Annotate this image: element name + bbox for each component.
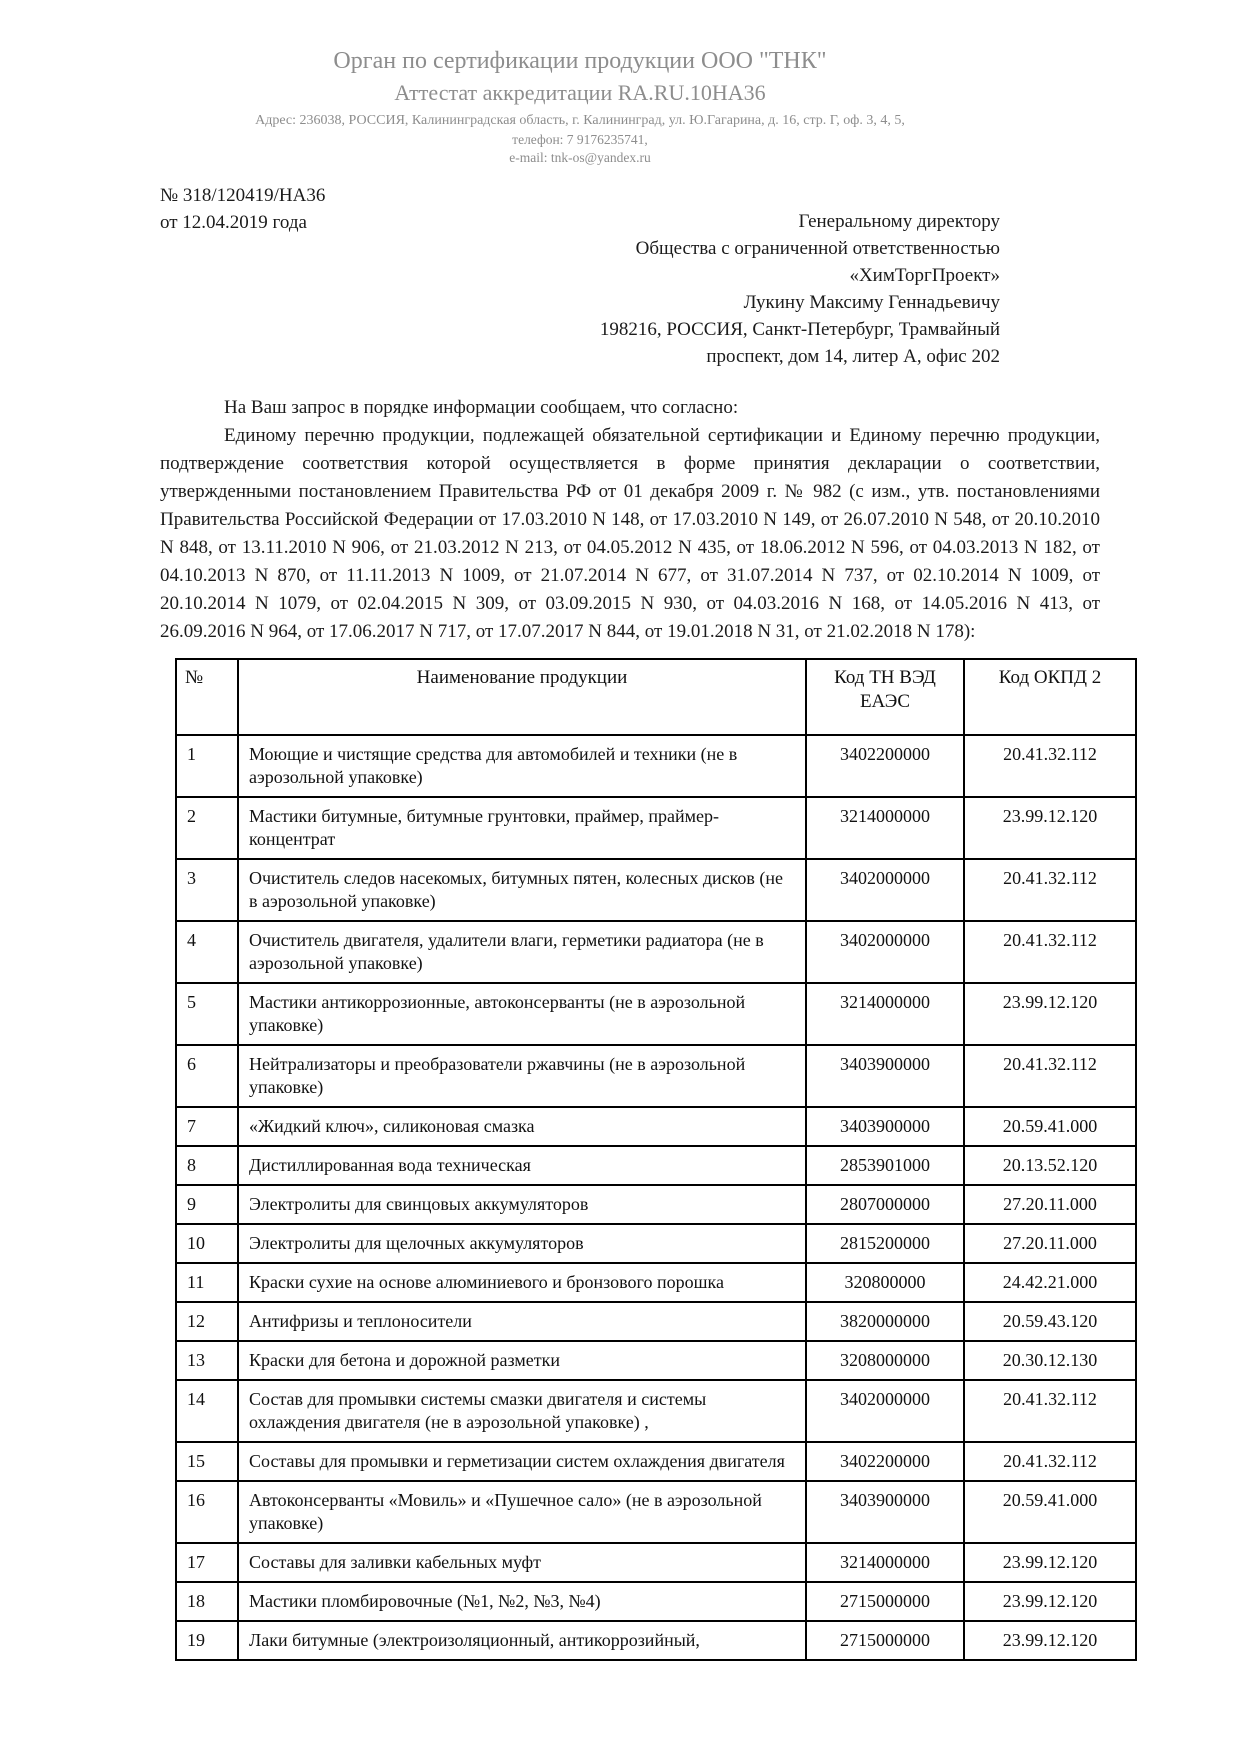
okpd-code-cell: 20.59.41.000 bbox=[964, 1107, 1136, 1146]
okpd-code-cell: 20.13.52.120 bbox=[964, 1146, 1136, 1185]
row-number-cell: 15 bbox=[176, 1442, 238, 1481]
okpd-code-cell: 20.41.32.112 bbox=[964, 1442, 1136, 1481]
row-number-cell: 14 bbox=[176, 1380, 238, 1442]
tnved-code-cell: 2715000000 bbox=[806, 1621, 964, 1660]
tnved-code-cell: 2853901000 bbox=[806, 1146, 964, 1185]
okpd-code-cell: 23.99.12.120 bbox=[964, 1621, 1136, 1660]
table-row bbox=[176, 1263, 1136, 1302]
okpd-code-cell: 27.20.11.000 bbox=[964, 1224, 1136, 1263]
table-row bbox=[176, 983, 1136, 1045]
row-number-cell: 12 bbox=[176, 1302, 238, 1341]
addressee-line: проспект, дом 14, литер А, офис 202 bbox=[706, 346, 1000, 367]
okpd-code-cell: 23.99.12.120 bbox=[964, 1543, 1136, 1582]
row-number-cell: 10 bbox=[176, 1224, 238, 1263]
table-row bbox=[176, 1224, 1136, 1263]
table-row bbox=[176, 1107, 1136, 1146]
table-header-row bbox=[176, 659, 1136, 735]
products-table bbox=[175, 658, 1137, 1661]
header-cell-number: № bbox=[176, 659, 238, 735]
table-row bbox=[176, 1582, 1136, 1621]
tnved-code-cell: 3820000000 bbox=[806, 1302, 964, 1341]
product-name-cell: Нейтрализаторы и преобразователи ржавчины (не в аэрозольной упаковке) bbox=[238, 1045, 806, 1107]
table-row bbox=[176, 797, 1136, 859]
org-name-line: Орган по сертификации продукции ООО "ТНК" bbox=[333, 48, 827, 74]
addressee-line: Общества с ограниченной ответственностью bbox=[635, 238, 1000, 259]
product-name-cell: Мастики битумные, битумные грунтовки, праймер, праймер-концентрат bbox=[238, 797, 806, 859]
body-paragraph-1: На Ваш запрос в порядке информации сообщаем, что согласно: bbox=[224, 397, 739, 418]
row-number-cell: 9 bbox=[176, 1185, 238, 1224]
product-name-cell: Очиститель двигателя, удалители влаги, герметики радиатора (не в аэрозольной упаковке) bbox=[238, 921, 806, 983]
product-name-cell: Электролиты для свинцовых аккумуляторов bbox=[238, 1185, 806, 1224]
letter-body bbox=[160, 394, 1100, 646]
tnved-code-cell: 2807000000 bbox=[806, 1185, 964, 1224]
letterhead bbox=[160, 46, 1000, 166]
product-name-cell: «Жидкий ключ», силиконовая смазка bbox=[238, 1107, 806, 1146]
okpd-code-cell: 20.41.32.112 bbox=[964, 735, 1136, 797]
product-name-cell: Автоконсерванты «Мовиль» и «Пушечное сало» (не в аэрозольной упаковке) bbox=[238, 1481, 806, 1543]
table-row bbox=[176, 859, 1136, 921]
product-name-cell: Мастики антикоррозионные, автоконсерванты (не в аэрозольной упаковке) bbox=[238, 983, 806, 1045]
table-row bbox=[176, 1481, 1136, 1543]
okpd-code-cell: 24.42.21.000 bbox=[964, 1263, 1136, 1302]
tnved-code-cell: 320800000 bbox=[806, 1263, 964, 1302]
addressee-line: Лукину Максиму Геннадьевичу bbox=[743, 292, 1000, 313]
okpd-code-cell: 20.59.43.120 bbox=[964, 1302, 1136, 1341]
tnved-code-cell: 3402200000 bbox=[806, 1442, 964, 1481]
row-number-cell: 7 bbox=[176, 1107, 238, 1146]
row-number-cell: 17 bbox=[176, 1543, 238, 1582]
okpd-code-cell: 23.99.12.120 bbox=[964, 797, 1136, 859]
product-name-cell: Антифризы и теплоносители bbox=[238, 1302, 806, 1341]
header-cell-product-name: Наименование продукции bbox=[238, 659, 806, 735]
table-row bbox=[176, 1185, 1136, 1224]
row-number-cell: 8 bbox=[176, 1146, 238, 1185]
row-number-cell: 11 bbox=[176, 1263, 238, 1302]
okpd-code-cell: 20.59.41.000 bbox=[964, 1481, 1136, 1543]
header-cell-tnved-code: Код ТН ВЭД ЕАЭС bbox=[806, 659, 964, 735]
tnved-code-cell: 3214000000 bbox=[806, 1543, 964, 1582]
addressee-line: 198216, РОССИЯ, Санкт-Петербург, Трамвайный bbox=[599, 319, 1000, 340]
product-name-cell: Составы для промывки и герметизации систем охлаждения двигателя bbox=[238, 1442, 806, 1481]
reference-number: № 318/120419/НА36 bbox=[160, 185, 326, 206]
table-row bbox=[176, 1341, 1136, 1380]
okpd-code-cell: 20.41.32.112 bbox=[964, 1045, 1136, 1107]
tnved-code-cell: 3402200000 bbox=[806, 735, 964, 797]
okpd-code-cell: 23.99.12.120 bbox=[964, 1582, 1136, 1621]
org-phone-line: телефон: 7 9176235741, bbox=[512, 132, 648, 147]
table-row bbox=[176, 1543, 1136, 1582]
okpd-code-cell: 20.30.12.130 bbox=[964, 1341, 1136, 1380]
product-name-cell: Дистиллированная вода техническая bbox=[238, 1146, 806, 1185]
row-number-cell: 2 bbox=[176, 797, 238, 859]
tnved-code-cell: 3402000000 bbox=[806, 921, 964, 983]
tnved-code-cell: 3402000000 bbox=[806, 1380, 964, 1442]
tnved-code-cell: 2815200000 bbox=[806, 1224, 964, 1263]
okpd-code-cell: 20.41.32.112 bbox=[964, 1380, 1136, 1442]
table-row bbox=[176, 1302, 1136, 1341]
okpd-code-cell: 23.99.12.120 bbox=[964, 983, 1136, 1045]
body-paragraph-2: Единому перечню продукции, подлежащей обязательной сертификации и Единому перечню продукции, подтверждение соответствия которой осуществляется в форме принятия декларации о соответствии, утвержденными постановлением Правительства РФ от 01 декабря 2009 г. № 982 (с изм., утв. постановлениями Правительства Российской Федерации от 17.03.2010 N 148, от 17.03.2010 N 149, от 26.07.2010 N 548, от 20.10.2010 N 848, от 13.11.2010 N 906, от 21.03.2012 N 213, от 04.05.2012 N 435, от 18.06.2012 N 596, от 04.03.2013 N 182, от 04.10.2013 N 870, от 11.11.2013 N 1009, от 21.07.2014 N 677, от 31.07.2014 N 737, от 02.10.2014 N 1009, от 20.10.2014 N 1079, от 02.04.2015 N 309, от 03.09.2015 N 930, от 04.03.2016 N 168, от 14.05.2016 N 413, от 26.09.2016 N 964, от 17.06.2017 N 717, от 17.07.2017 N 844, от 19.01.2018 N 31, от 21.02.2018 N 178): bbox=[160, 425, 1100, 642]
accreditation-line: Аттестат аккредитации RA.RU.10НА36 bbox=[394, 80, 766, 105]
table-row bbox=[176, 1621, 1136, 1660]
product-name-cell: Составы для заливки кабельных муфт bbox=[238, 1543, 806, 1582]
tnved-code-cell: 2715000000 bbox=[806, 1582, 964, 1621]
product-name-cell: Лаки битумные (электроизоляционный, антикоррозийный, bbox=[238, 1621, 806, 1660]
product-name-cell: Моющие и чистящие средства для автомобилей и техники (не в аэрозольной упаковке) bbox=[238, 735, 806, 797]
tnved-code-cell: 3403900000 bbox=[806, 1107, 964, 1146]
addressee-block bbox=[600, 208, 1000, 370]
table-row bbox=[176, 1146, 1136, 1185]
reference-addressee-row bbox=[160, 182, 1000, 370]
row-number-cell: 3 bbox=[176, 859, 238, 921]
okpd-code-cell: 20.41.32.112 bbox=[964, 859, 1136, 921]
addressee-line: «ХимТоргПроект» bbox=[849, 265, 1000, 286]
tnved-code-cell: 3208000000 bbox=[806, 1341, 964, 1380]
tnved-code-cell: 3403900000 bbox=[806, 1481, 964, 1543]
tnved-code-cell: 3402000000 bbox=[806, 859, 964, 921]
tnved-code-cell: 3214000000 bbox=[806, 983, 964, 1045]
row-number-cell: 19 bbox=[176, 1621, 238, 1660]
table-row bbox=[176, 1380, 1136, 1442]
header-cell-okpd-code: Код ОКПД 2 bbox=[964, 659, 1136, 735]
row-number-cell: 16 bbox=[176, 1481, 238, 1543]
reference-date: от 12.04.2019 года bbox=[160, 212, 307, 233]
row-number-cell: 1 bbox=[176, 735, 238, 797]
addressee-line: Генеральному директору bbox=[798, 211, 1000, 232]
table-row bbox=[176, 921, 1136, 983]
row-number-cell: 6 bbox=[176, 1045, 238, 1107]
row-number-cell: 4 bbox=[176, 921, 238, 983]
table-row bbox=[176, 1442, 1136, 1481]
product-name-cell: Краски сухие на основе алюминиевого и бронзового порошка bbox=[238, 1263, 806, 1302]
org-address-line: Адрес: 236038, РОССИЯ, Калининградская область, г. Калининград, ул. Ю.Гагарина, д. 16, стр. Г, оф. 3, 4, 5, bbox=[255, 113, 905, 128]
product-name-cell: Мастики пломбировочные (№1, №2, №3, №4) bbox=[238, 1582, 806, 1621]
product-name-cell: Состав для промывки системы смазки двигателя и системы охлаждения двигателя (не в аэрозольной упаковке) , bbox=[238, 1380, 806, 1442]
reference-block bbox=[160, 182, 325, 370]
row-number-cell: 5 bbox=[176, 983, 238, 1045]
products-table-body bbox=[176, 735, 1136, 1660]
okpd-code-cell: 27.20.11.000 bbox=[964, 1185, 1136, 1224]
row-number-cell: 13 bbox=[176, 1341, 238, 1380]
product-name-cell: Очиститель следов насекомых, битумных пятен, колесных дисков (не в аэрозольной упаковке) bbox=[238, 859, 806, 921]
product-name-cell: Краски для бетона и дорожной разметки bbox=[238, 1341, 806, 1380]
row-number-cell: 18 bbox=[176, 1582, 238, 1621]
product-name-cell: Электролиты для щелочных аккумуляторов bbox=[238, 1224, 806, 1263]
table-row bbox=[176, 1045, 1136, 1107]
okpd-code-cell: 20.41.32.112 bbox=[964, 921, 1136, 983]
tnved-code-cell: 3403900000 bbox=[806, 1045, 964, 1107]
tnved-code-cell: 3214000000 bbox=[806, 797, 964, 859]
org-email-line: e-mail: tnk-os@yandex.ru bbox=[509, 150, 651, 165]
table-row bbox=[176, 735, 1136, 797]
